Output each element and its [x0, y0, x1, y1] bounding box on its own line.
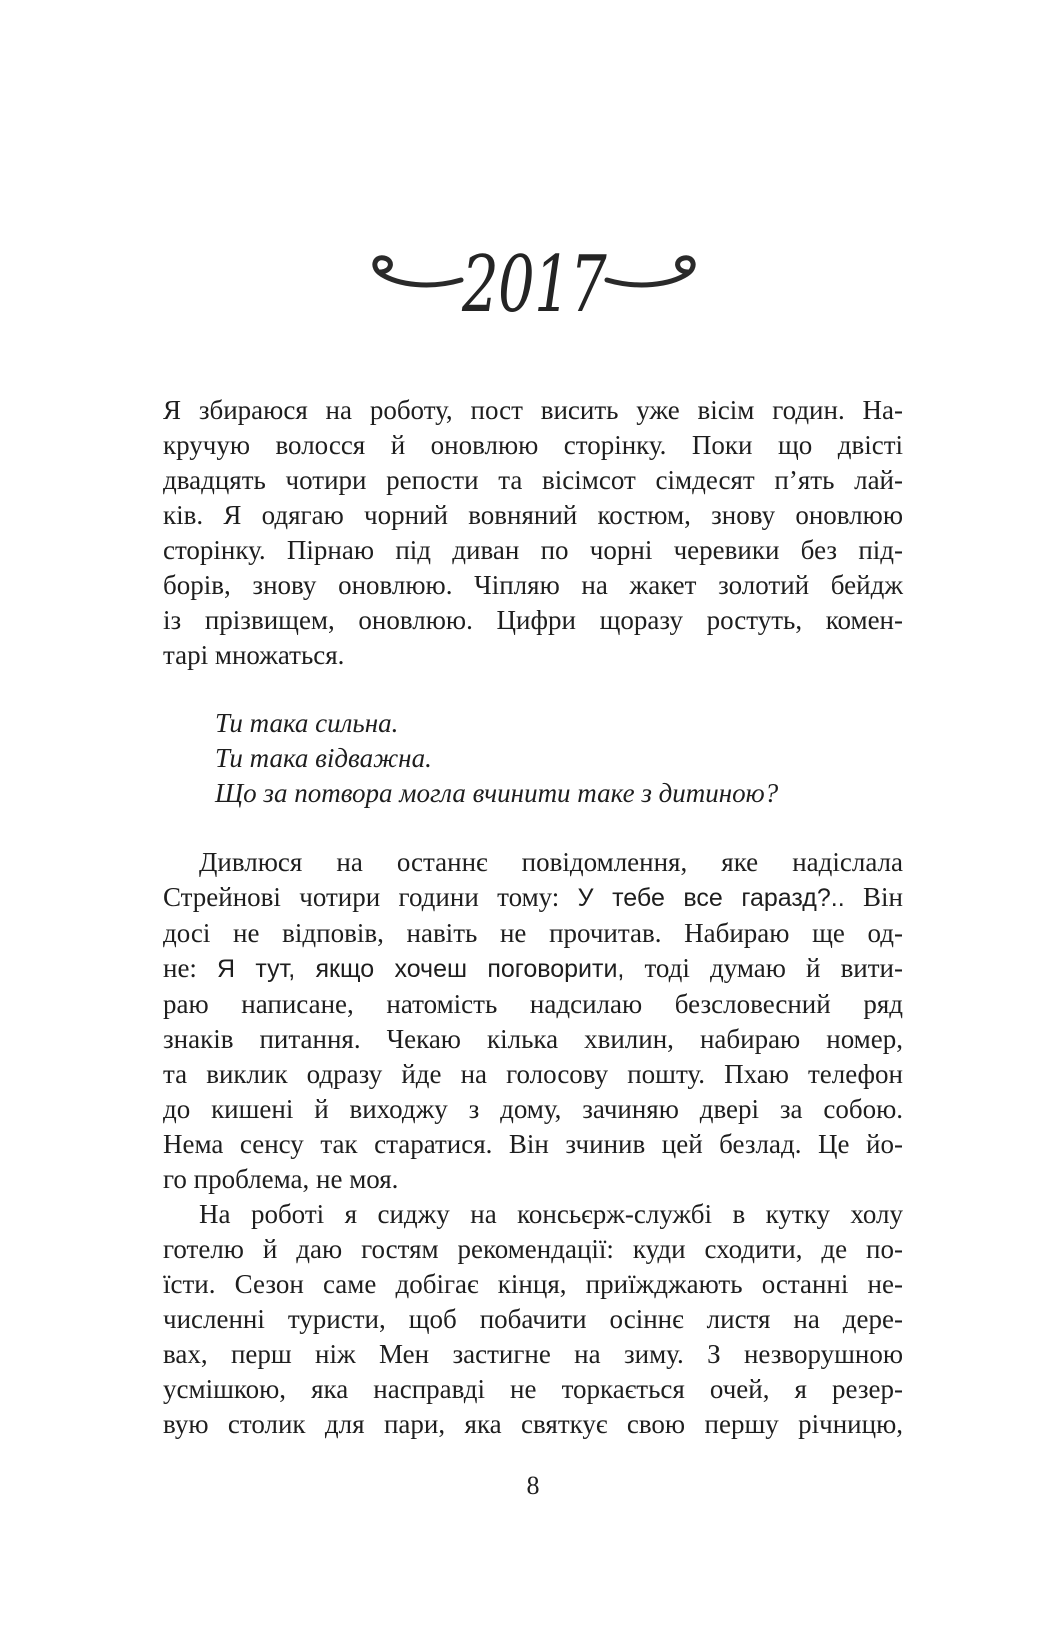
body-text: та виклик одразу йде на голосову пошту. Пхаю телефон — [163, 1059, 903, 1089]
body-text: до кишені й виходжу з дому, зачиняю двері за собою. — [163, 1094, 903, 1124]
text-line — [163, 498, 903, 533]
text-line — [163, 1267, 903, 1302]
body-text: вах, перш ніж Мен застигне на зиму. З незворушною — [163, 1339, 903, 1369]
flourish-left-icon — [375, 258, 461, 285]
text-line — [163, 533, 903, 568]
text-line — [215, 741, 903, 776]
text-line — [163, 463, 903, 498]
text-line — [163, 880, 903, 916]
text-line — [163, 1407, 903, 1442]
body-text: ків. Я одягаю чорний вовняний костюм, знову оновлюю — [163, 500, 903, 530]
body-text: вую столик для пари, яка святкує свою першу річницю, — [163, 1409, 903, 1439]
text-block — [163, 393, 903, 1442]
chapter-year: 2017 — [462, 239, 606, 330]
body-text: го проблема, не моя. — [163, 1164, 399, 1194]
text-line — [163, 393, 903, 428]
body-text: Дивлюся на останнє повідомлення, яке надіслала — [199, 847, 903, 877]
text-line — [163, 1162, 903, 1197]
body-text: Я збираюся на роботу, пост висить уже вісім годин. На- — [163, 395, 903, 425]
text-line — [163, 638, 903, 673]
text-line — [163, 568, 903, 603]
body-text: Ти така відважна. — [215, 743, 432, 773]
body-text: із прізвищем, оновлюю. Цифри щоразу ростуть, комен- — [163, 605, 903, 635]
body-text: готелю й даю гостям рекомендації: куди сходити, де по- — [163, 1234, 903, 1264]
body-text: тоді думаю й вити- — [624, 953, 904, 983]
paragraph-opening — [163, 393, 903, 673]
body-text: На роботі я сиджу на консьєрж-службі в кутку холу — [199, 1199, 903, 1229]
text-line — [163, 1022, 903, 1057]
text-line — [163, 1197, 903, 1232]
text-line — [163, 428, 903, 463]
body-text: не: — [163, 953, 218, 983]
body-text: двадцять чотири репости та вісімсот сімдесят п’ять лай- — [163, 465, 903, 495]
body-text: Ти така сильна. — [215, 708, 399, 738]
message-text: У тебе все гаразд?.. — [577, 884, 845, 912]
body-text: знаків питання. Чекаю кілька хвилин, набираю номер, — [163, 1024, 903, 1054]
text-line — [163, 1092, 903, 1127]
text-line — [163, 1232, 903, 1267]
comments-quote — [163, 706, 903, 811]
text-line — [163, 1337, 903, 1372]
body-text: кручую волосся й оновлюю сторінку. Поки що двісті — [163, 430, 903, 460]
text-line — [163, 1372, 903, 1407]
text-line — [163, 951, 903, 987]
text-line — [163, 1302, 903, 1337]
body-text: численні туристи, щоб побачити осіннє листя на дере- — [163, 1304, 903, 1334]
body-text: борів, знову оновлюю. Чіпляю на жакет золотий бейдж — [163, 570, 903, 600]
body-text: їсти. Сезон саме добігає кінця, приїжджають останні не- — [163, 1269, 903, 1299]
text-line — [163, 1127, 903, 1162]
text-line — [163, 916, 903, 951]
text-line — [215, 706, 903, 741]
body-text: тарі множаться. — [163, 640, 345, 670]
flourish-right-icon — [607, 258, 693, 285]
body-text: Що за потвора могла вчинити таке з дитиною? — [215, 778, 779, 808]
body-text: досі не відповів, навіть не прочитав. Набираю ще од- — [163, 918, 903, 948]
text-line — [163, 1057, 903, 1092]
paragraph-messages — [163, 845, 903, 1197]
message-text: Я тут, якщо хочеш поговорити, — [217, 955, 625, 983]
body-text: усмішкою, яка насправді не торкається очей, я резер- — [163, 1374, 903, 1404]
chapter-heading — [364, 230, 704, 330]
chapter-heading-art — [364, 230, 704, 330]
page-number: 8 — [526, 1471, 540, 1500]
body-text: Нема сенсу так старатися. Він зчинив цей безлад. Це йо- — [163, 1129, 903, 1159]
body-text: раю написане, натомість надсилаю безсловесний ряд — [163, 989, 903, 1019]
body-text: сторінку. Пірнаю під диван по чорні черевики без під- — [163, 535, 903, 565]
text-line — [163, 845, 903, 880]
text-line — [215, 776, 903, 811]
body-text: Стрейнові чотири години тому: — [163, 882, 578, 912]
text-line — [163, 987, 903, 1022]
body-text: Він — [844, 882, 903, 912]
text-line — [163, 603, 903, 638]
paragraph-work — [163, 1197, 903, 1442]
